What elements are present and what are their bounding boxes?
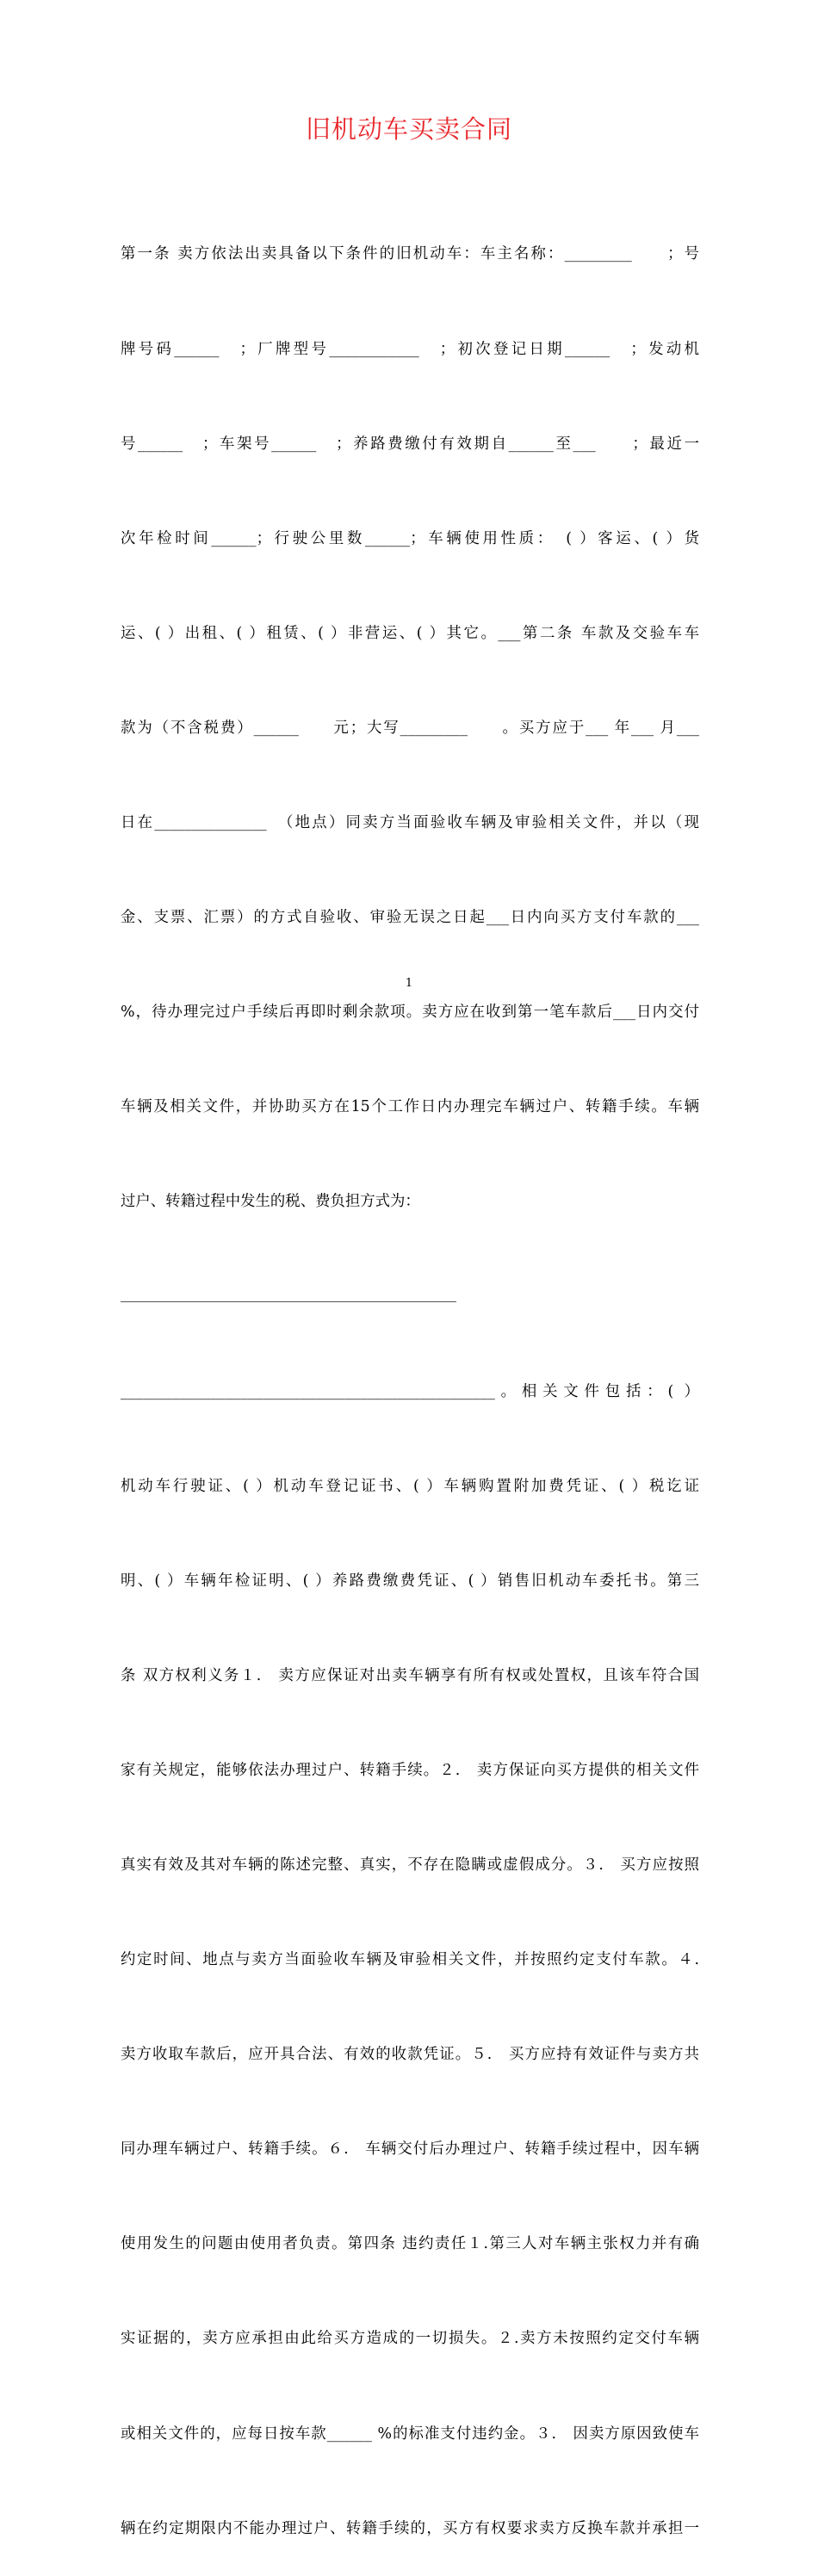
body-line: 使用发生的问题由使用者负责。第四条 违约责任１.第三人对车辆主张权力并有确 xyxy=(121,2235,699,2253)
body-line: 日在_______________ （地点）同卖方当面验收车辆及审验相关文件，并以（现 xyxy=(121,813,699,831)
body-line: 次年检时间______；行驶公里数______；车辆使用性质： ( ）客运、( ）货 xyxy=(121,529,699,547)
body-line: 第一条 卖方依法出卖具备以下条件的旧机动车：车主名称：_________ ；号 xyxy=(121,245,699,263)
body-line: 号______ ；车架号______ ；养路费缴付有效期自______至___ ；最近一 xyxy=(121,435,699,453)
body-line: 真实有效及其对车辆的陈述完整、真实，不存在隐瞒或虚假成分。３. 买方应按照 xyxy=(121,1856,699,1874)
body-line: 实证据的，卖方应承担由此给买方造成的一切损失。２.卖方未按照约定交付车辆 xyxy=(121,2330,699,2348)
body-line: 款为（不含税费）______ 元；大写_________ 。买方应于___ 年___ 月___ xyxy=(121,719,699,737)
underline-rule xyxy=(121,1301,456,1302)
body-line: 过户、转籍过程中发生的税、费负担方式为： xyxy=(121,1193,420,1211)
body-line: 运、( ）出租、( ）租赁、( ）非营运、( ）其它。___第二条 车款及交验车车 xyxy=(121,624,699,642)
body-line: 辆在约定期限内不能办理过户、转籍手续的，买方有权要求卖方反换车款并承担一 xyxy=(121,2519,699,2537)
body-line: 牌号码______ ；厂牌型号____________ ；初次登记日期______ ；发动机 xyxy=(121,340,699,358)
blank-fill-line xyxy=(121,1281,699,1313)
page-number: 1 xyxy=(405,977,413,990)
body-line: 条 双方权利义务１. 卖方应保证对出卖车辆享有所有权或处置权，且该车符合国 xyxy=(121,1666,699,1684)
body-line: __________________________________________________。相关文件包括：( ） xyxy=(121,1382,699,1400)
body-line: 卖方收取车款后，应开具合法、有效的收款凭证。５. 买方应持有效证件与卖方共 xyxy=(121,2046,699,2064)
body-line: 金、支票、汇票）的方式自验收、审验无误之日起___日内向买方支付车款的___ xyxy=(121,909,699,927)
body-line: 同办理车辆过户、转籍手续。６. 车辆交付后办理过户、转籍手续过程中，因车辆 xyxy=(121,2140,699,2159)
body-line: %，待办理完过户手续后再即时剩余款项。卖方应在收到第一笔车款后___日内交付 xyxy=(121,1004,699,1022)
body-line: 机动车行驶证、( ）机动车登记证书、( ）车辆购置附加费凭证、( ）税讫证 xyxy=(121,1477,699,1495)
body-line: 明、( ）车辆年检证明、( ）养路费缴费凭证、( ）销售旧机动车委托书。第三 xyxy=(121,1572,699,1590)
body-line: 约定时间、地点与卖方当面验收车辆及审验相关文件，并按照约定支付车款。４. xyxy=(121,1951,699,1969)
body-line: 或相关文件的，应每日按车款______ %的标准支付违约金。３. 因卖方原因致使车 xyxy=(121,2425,699,2443)
page-title: 旧机动车买卖合同 xyxy=(305,114,512,144)
body-line: 车辆及相关文件，并协助买方在15个工作日内办理完车辆过户、转籍手续。车辆 xyxy=(121,1098,699,1116)
contract-body xyxy=(121,176,699,2576)
body-line: 家有关规定，能够依法办理过户、转籍手续。２. 卖方保证向买方提供的相关文件 xyxy=(121,1761,699,1779)
